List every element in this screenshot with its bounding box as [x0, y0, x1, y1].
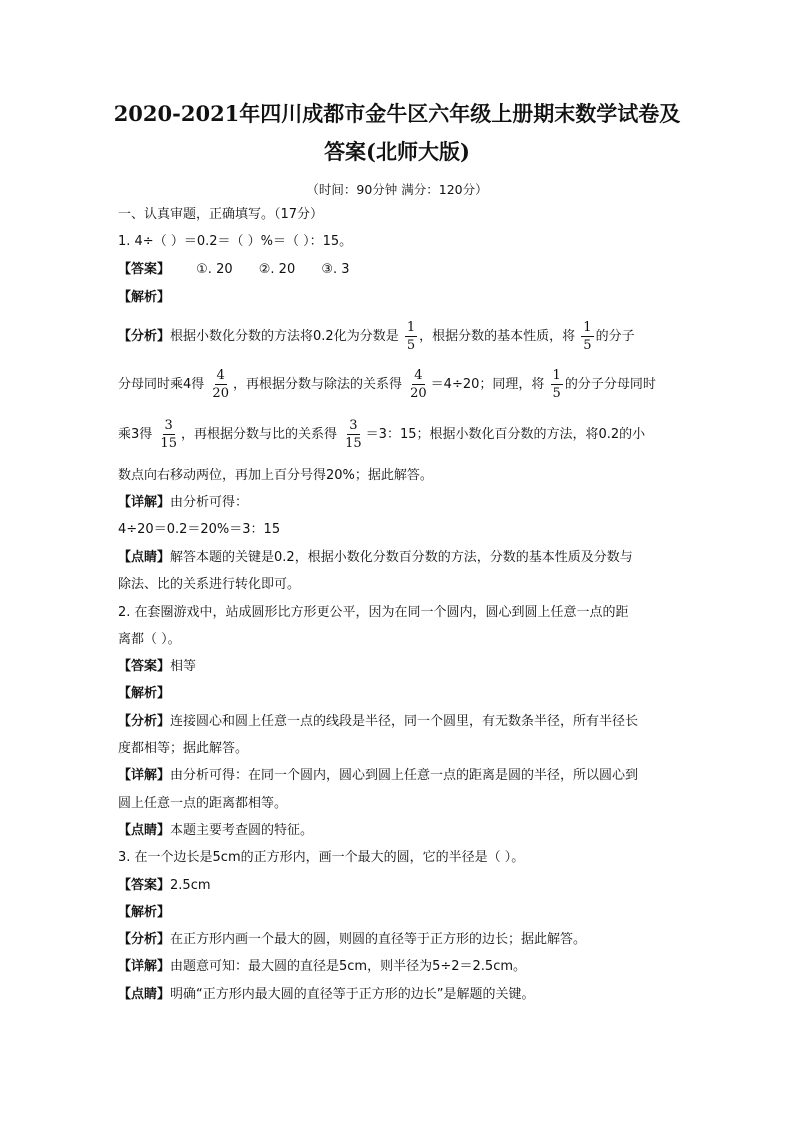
- answer-label: 【答案】: [118, 878, 171, 893]
- analysis-label: 【分析】: [118, 714, 171, 729]
- q1-question: 1. 4÷（ ）＝0.2＝（ ）%＝（ ）：15。: [118, 234, 353, 249]
- q1-comment-text: 解答本题的关键是0.2，根据小数化分数百分数的方法，分数的基本性质及分数与: [170, 550, 633, 565]
- fraction-numerator: 3: [349, 418, 358, 433]
- fraction-denominator: 20: [410, 386, 427, 401]
- q1-analysis-line-4: 数点向右移动两位，再加上百分号得20%；据此解答。: [118, 468, 433, 483]
- q1-analysis-line-2: [118, 366, 678, 404]
- q1-detail-formula: 4÷20＝0.2＝20%＝3：15: [118, 522, 281, 537]
- q2-analysis-header: [118, 685, 678, 703]
- q1-answer-3: ③. 3: [321, 262, 350, 277]
- q1-analysis-text: ＝4÷20；同理，将: [430, 377, 545, 392]
- document-title-line-2: 答案(北师大版): [324, 139, 470, 164]
- analysis-header-label: 【解析】: [118, 290, 171, 305]
- fraction-1-5: [551, 368, 563, 401]
- analysis-label: 【分析】: [118, 329, 171, 344]
- q2-analysis-text: 连接圆心和圆上任意一点的线段是半径，同一个圆里，有无数条半径，所有半径长: [170, 714, 639, 729]
- q1-analysis-text: 分母同时乘4得: [118, 377, 205, 392]
- fraction-1-5: [581, 320, 593, 353]
- q3-detail-text: 由题意可知：最大圆的直径是5cm，则半径为5÷2＝2.5cm。: [170, 959, 527, 974]
- q1-comment-line-2: 除法、比的关系进行转化即可。: [118, 577, 301, 592]
- q1-answer-2: ②. 20: [258, 262, 296, 277]
- q3-analysis: [118, 931, 678, 949]
- q1-analysis-line-3: [118, 416, 678, 454]
- q1-detail: [118, 494, 678, 512]
- fraction-3-15: [343, 418, 364, 451]
- answer-label: 【答案】: [118, 262, 171, 277]
- fraction-denominator: 20: [212, 386, 229, 401]
- q2-question-line-1: 2. 在套圈游戏中，站成圆形比方形更公平，因为在同一个圆内，圆心到圆上任意一点的距: [118, 605, 629, 620]
- exam-info: （时间：90分钟 满分：120分）: [306, 182, 488, 197]
- fraction-denominator: 5: [406, 338, 416, 353]
- document-title-line-1: 2020-2021年四川成都市金牛区六年级上册期末数学试卷及: [113, 101, 681, 126]
- comment-label: 【点睛】: [118, 823, 171, 838]
- q3-question: 3. 在一个边长是5cm的正方形内，画一个最大的圆，它的半径是（ ）。: [118, 850, 525, 865]
- fraction-denominator: 15: [345, 436, 362, 451]
- fraction-numerator: 1: [552, 368, 561, 383]
- fraction-1-5: [405, 320, 417, 353]
- fraction-4-20: [408, 368, 429, 401]
- detail-label: 【详解】: [118, 495, 171, 510]
- fraction-numerator: 4: [216, 368, 225, 383]
- q2-comment-text: 本题主要考查圆的特征。: [170, 823, 314, 838]
- fraction-numerator: 4: [414, 368, 423, 383]
- q2-detail-line-1: [118, 767, 678, 785]
- q3-comment: [118, 986, 678, 1004]
- q3-answer: [118, 877, 678, 895]
- q1-answer-1: ①. 20: [196, 262, 233, 277]
- q1-analysis-text: ，再根据分数与比的关系得: [180, 427, 337, 442]
- q3-answer-text: 2.5cm: [170, 878, 211, 893]
- analysis-label: 【分析】: [118, 932, 171, 947]
- q1-analysis-text: ＝3：15；根据小数化百分数的方法，将0.2的小: [365, 427, 646, 442]
- q1-comment-line-1: [118, 549, 678, 567]
- q3-comment-text: 明确“正方形内最大圆的直径等于正方形的边长”是解题的关键。: [170, 987, 535, 1002]
- fraction-3-15: [158, 418, 179, 451]
- fraction-numerator: 3: [164, 418, 173, 433]
- analysis-header-label: 【解析】: [118, 686, 171, 701]
- q1-analysis-text: ，再根据分数与除法的关系得: [232, 377, 402, 392]
- q2-detail-text: 由分析可得：在同一个圆内，圆心到圆上任意一点的距离是圆的半径，所以圆心到: [170, 768, 639, 783]
- detail-label: 【详解】: [118, 768, 171, 783]
- q1-answer: [118, 261, 678, 279]
- analysis-header-label: 【解析】: [118, 905, 171, 920]
- q3-analysis-text: 在正方形内画一个最大的圆，则圆的直径等于正方形的边长；据此解答。: [170, 932, 587, 947]
- q2-analysis-line-2: 度都相等；据此解答。: [118, 741, 249, 756]
- comment-label: 【点睛】: [118, 987, 171, 1002]
- q2-detail-line-2: 圆上任意一点的距离都相等。: [118, 796, 288, 811]
- fraction-numerator: 1: [406, 320, 416, 335]
- q1-analysis-text: 根据小数化分数的方法将0.2化为分数是: [170, 329, 399, 344]
- q1-analysis-text: 的分子分母同时: [564, 377, 656, 392]
- q1-detail-text: 由分析可得：: [170, 495, 249, 510]
- q2-answer: [118, 658, 678, 676]
- q2-comment: [118, 822, 678, 840]
- section-heading: 一、认真审题，正确填写。（17分）: [118, 207, 324, 222]
- q3-analysis-header: [118, 904, 678, 922]
- fraction-numerator: 1: [583, 320, 592, 335]
- q3-detail: [118, 958, 678, 976]
- fraction-4-20: [210, 368, 231, 401]
- q1-analysis-header: [118, 289, 678, 307]
- fraction-denominator: 5: [583, 338, 592, 353]
- comment-label: 【点睛】: [118, 550, 171, 565]
- answer-label: 【答案】: [118, 659, 171, 674]
- q2-analysis-line-1: [118, 713, 678, 731]
- q1-analysis-text: 乘3得: [118, 427, 153, 442]
- fraction-denominator: 15: [160, 436, 177, 451]
- q2-question-line-2: 离都（ ）。: [118, 632, 181, 647]
- fraction-denominator: 5: [552, 386, 561, 401]
- q1-analysis-text: 的分子: [595, 329, 635, 344]
- q1-analysis-line-1: [118, 318, 678, 356]
- q2-answer-text: 相等: [170, 659, 197, 674]
- q1-analysis-text: ，根据分数的基本性质，将: [419, 329, 576, 344]
- detail-label: 【详解】: [118, 959, 171, 974]
